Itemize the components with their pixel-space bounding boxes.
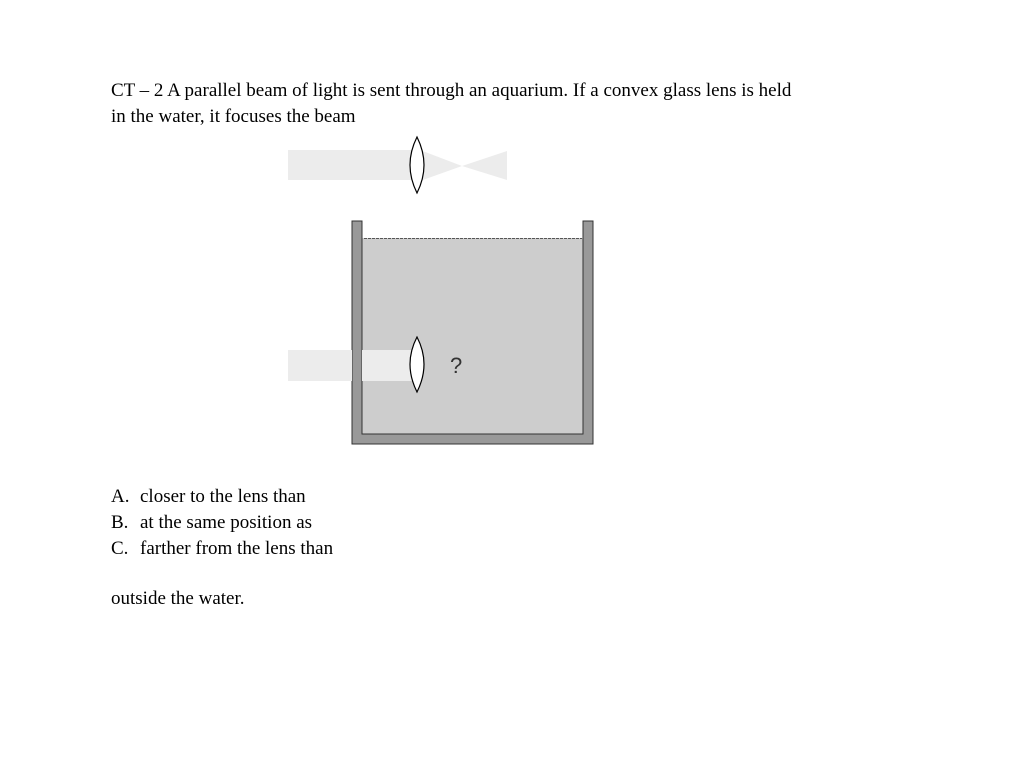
option-b [111,510,333,536]
option-c [111,536,333,562]
air-beam [288,150,416,180]
option-letter: A. [111,486,130,507]
option-text: at the same position as [140,512,313,533]
option-text: closer to the lens than [140,486,306,507]
option-a [111,484,333,510]
unknown-focus-label: ? [450,353,463,378]
question-line-2: in the water, it focuses the beam [111,106,356,127]
question-tail: outside the water. [111,588,245,609]
option-letter: B. [111,512,129,533]
diverging-cone [462,151,507,180]
incoming-beam [288,350,352,381]
water [362,238,583,434]
converging-cone [420,150,462,181]
answer-options [111,484,333,562]
option-letter: C. [111,538,129,559]
air-lens [410,137,424,193]
question-line-1: CT – 2 A parallel beam of light is sent through an aquarium. If a convex glass lens is held [111,80,792,101]
water-beam [362,350,416,381]
option-text: farther from the lens than [140,538,334,559]
